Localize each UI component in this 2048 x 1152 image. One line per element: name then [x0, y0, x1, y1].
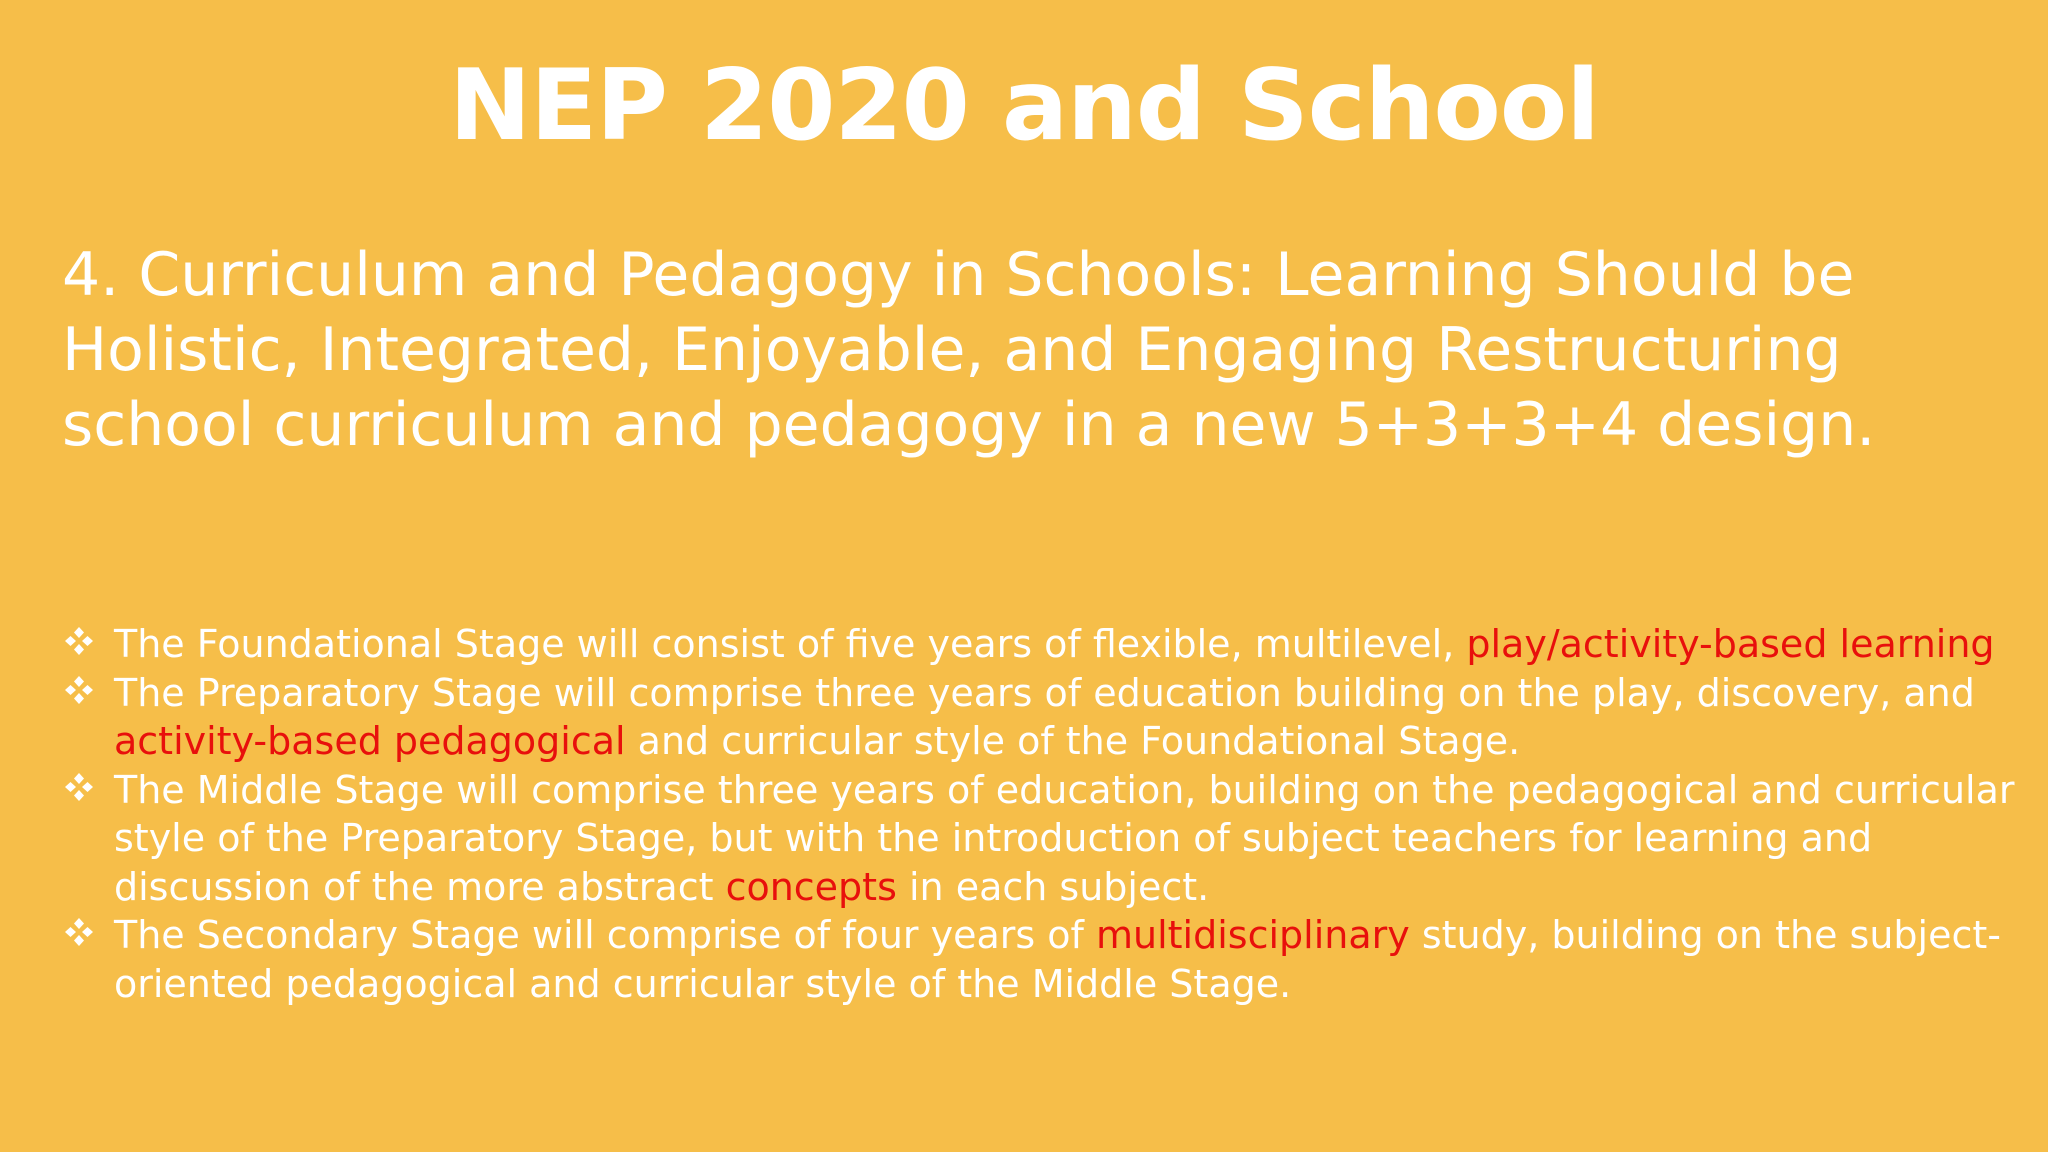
four-diamond-bullet-icon [64, 772, 94, 802]
bullet-text: in each subject. [896, 864, 1210, 909]
highlight-text: concepts [725, 864, 897, 909]
bullet-text: The Preparatory Stage will comprise three years of education building on the play, discovery, and [114, 670, 1975, 715]
slide-subtitle: 4. Curriculum and Pedagogy in Schools: Learning Should be Holistic, Integrated, Enjoyable, and Engaging Restructuring school curriculum and pedagogy in a new 5+3+3+4 design. [62, 240, 1876, 460]
four-diamond-bullet-icon [64, 917, 94, 947]
four-diamond-bullet-icon [64, 626, 94, 656]
slide-title: NEP 2020 and School [449, 49, 1599, 163]
highlight-text: activity-based pedagogical [114, 719, 626, 763]
bullet-text: study, building on the subject-oriented pedagogical and curricular style of the Middle Stage. [114, 913, 2001, 1006]
list-item [62, 766, 2037, 912]
bullet-text: The Foundational Stage will consist of five years of flexible, multilevel, [114, 622, 1467, 666]
four-diamond-bullet-icon [64, 675, 94, 705]
list-item [62, 669, 2037, 766]
list-item [62, 911, 2037, 1008]
bullet-text: The Secondary Stage will comprise of four years of [114, 913, 1096, 957]
highlight-text: multidisciplinary [1096, 913, 1410, 957]
bullet-list [62, 620, 2037, 1008]
bullet-text: The Middle Stage will comprise three years of education, building on the pedagogical and curricular style of the Preparatory Stage, but with the introduction of subject teachers for learning and discussion of the more abstract [114, 767, 2015, 909]
highlight-text: play/activity-based learning [1466, 622, 1995, 666]
list-item [62, 620, 2037, 669]
bullet-text: and curricular style of the Foundational Stage. [625, 719, 1521, 763]
